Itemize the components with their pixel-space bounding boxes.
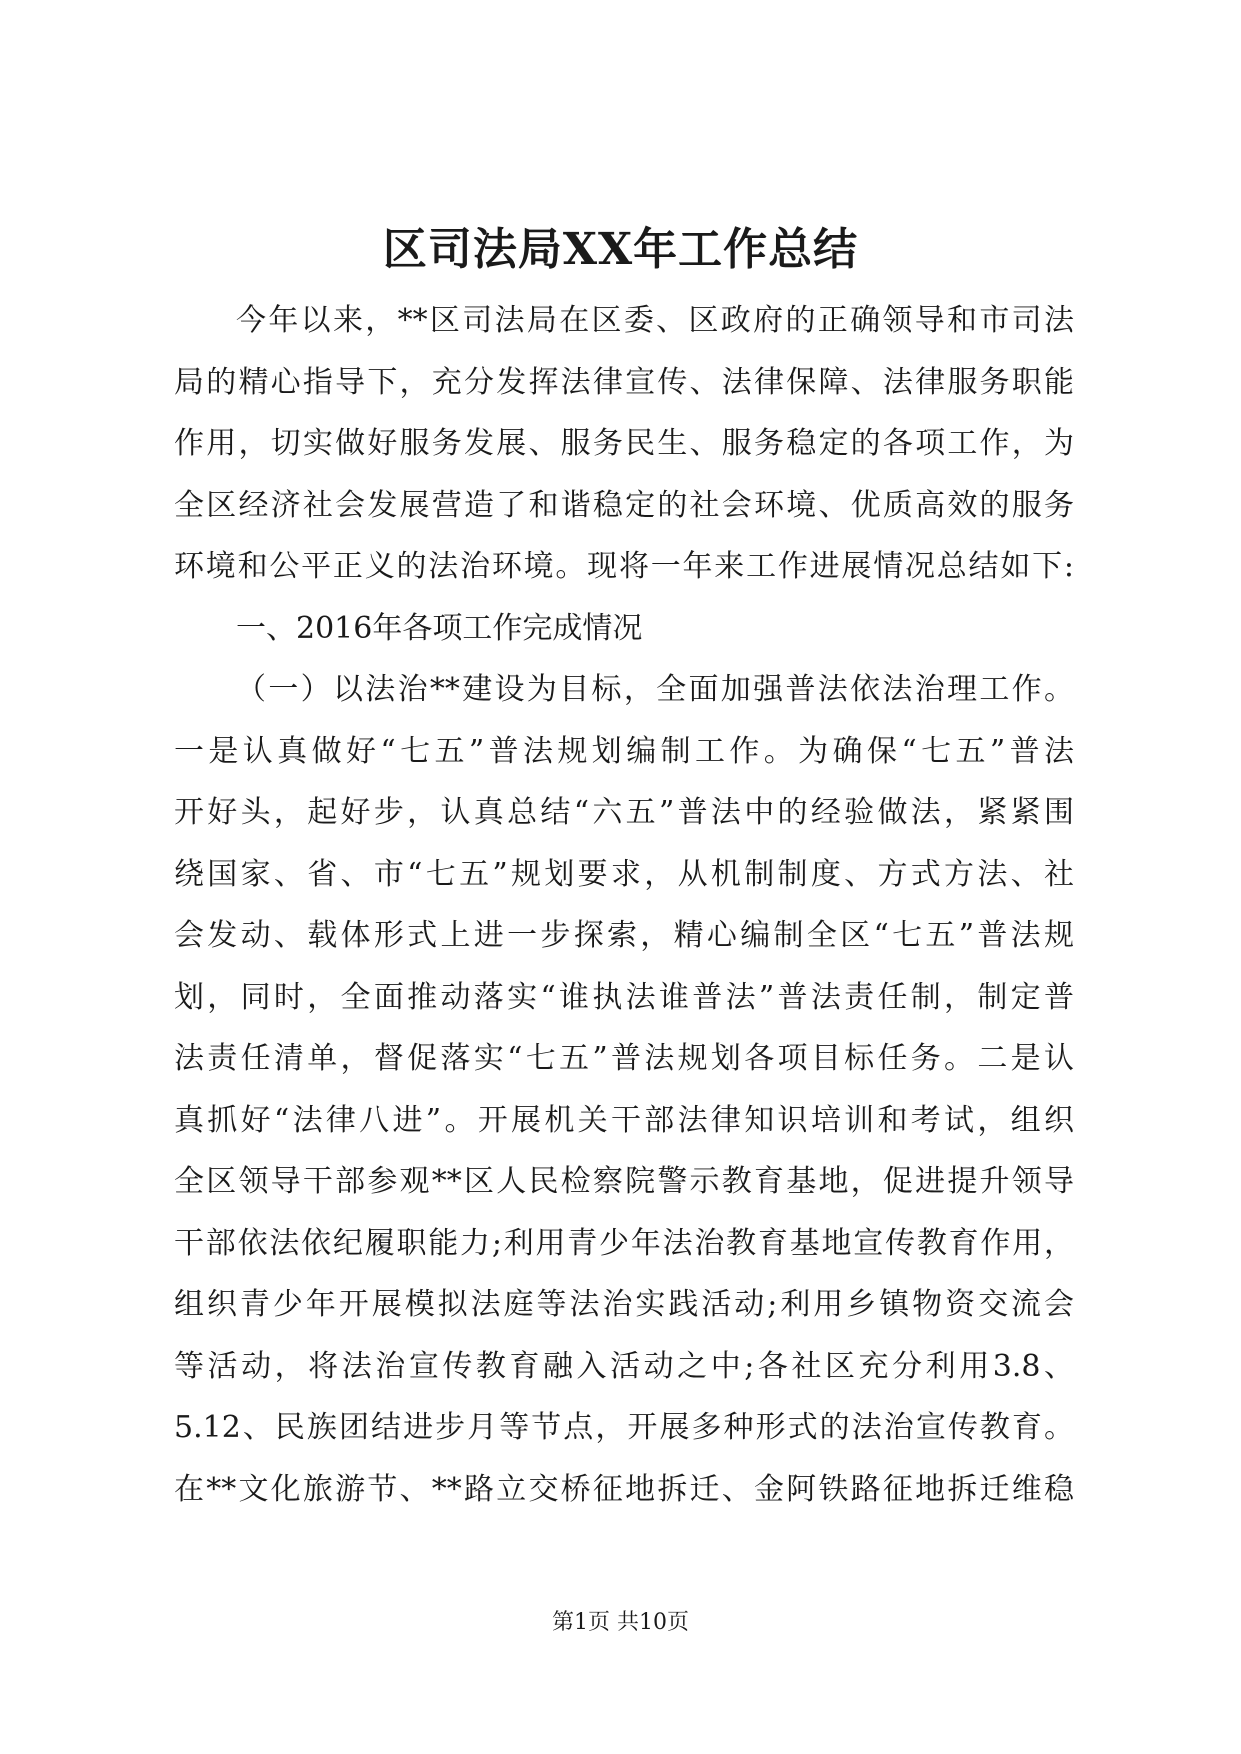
body-line: 全区领导干部参观**区人民检察院警示教育基地，促进提升领导	[174, 1164, 1074, 1199]
body-line: 作用，切实做好服务发展、服务民生、服务稳定的各项工作，为	[174, 426, 1074, 461]
body-line: 等活动，将法治宣传教育融入活动之中;各社区充分利用3.8、	[174, 1348, 1074, 1384]
subsection-heading: （一）以法治**建设为目标，全面加强普法依法治理工作。	[236, 672, 1074, 707]
body-line: 绕国家、省、市“七五”规划要求，从机制制度、方式方法、社	[174, 856, 1074, 892]
body-line: 开好头，起好步，认真总结“六五”普法中的经验做法，紧紧围	[174, 795, 1074, 830]
body-line: 一是认真做好“七五”普法规划编制工作。为确保“七五”普法	[174, 733, 1074, 769]
section-heading: 一、2016年各项工作完成情况	[236, 610, 643, 646]
document-body	[174, 290, 1074, 1520]
body-line: 环境和公平正义的法治环境。现将一年来工作进展情况总结如下:	[174, 549, 1074, 584]
body-line: 干部依法依纪履职能力;利用青少年法治教育基地宣传教育作用，	[174, 1225, 1074, 1261]
document-title: 区司法局XX年工作总结	[382, 224, 859, 275]
body-line: 法责任清单，督促落实“七五”普法规划各项目标任务。二是认	[174, 1041, 1074, 1076]
page-footer: 第1页 共10页	[552, 1610, 689, 1635]
body-line: 局的精心指导下，充分发挥法律宣传、法律保障、法律服务职能	[174, 364, 1074, 400]
body-line: 全区经济社会发展营造了和谐稳定的社会环境、优质高效的服务	[174, 487, 1074, 523]
body-line: 今年以来，**区司法局在区委、区政府的正确领导和市司法	[236, 303, 1074, 338]
body-line: 在**文化旅游节、**路立交桥征地拆迁、金阿铁路征地拆迁维稳	[174, 1471, 1074, 1507]
body-line: 划，同时，全面推动落实“谁执法谁普法”普法责任制，制定普	[174, 979, 1074, 1015]
body-line: 会发动、载体形式上进一步探索，精心编制全区“七五”普法规	[174, 918, 1074, 953]
body-line: 真抓好“法律八进”。开展机关干部法律知识培训和考试，组织	[174, 1102, 1074, 1138]
body-line: 组织青少年开展模拟法庭等法治实践活动;利用乡镇物资交流会	[174, 1287, 1074, 1322]
body-line: 5.12、民族团结进步月等节点，开展多种形式的法治宣传教育。	[174, 1410, 1074, 1445]
